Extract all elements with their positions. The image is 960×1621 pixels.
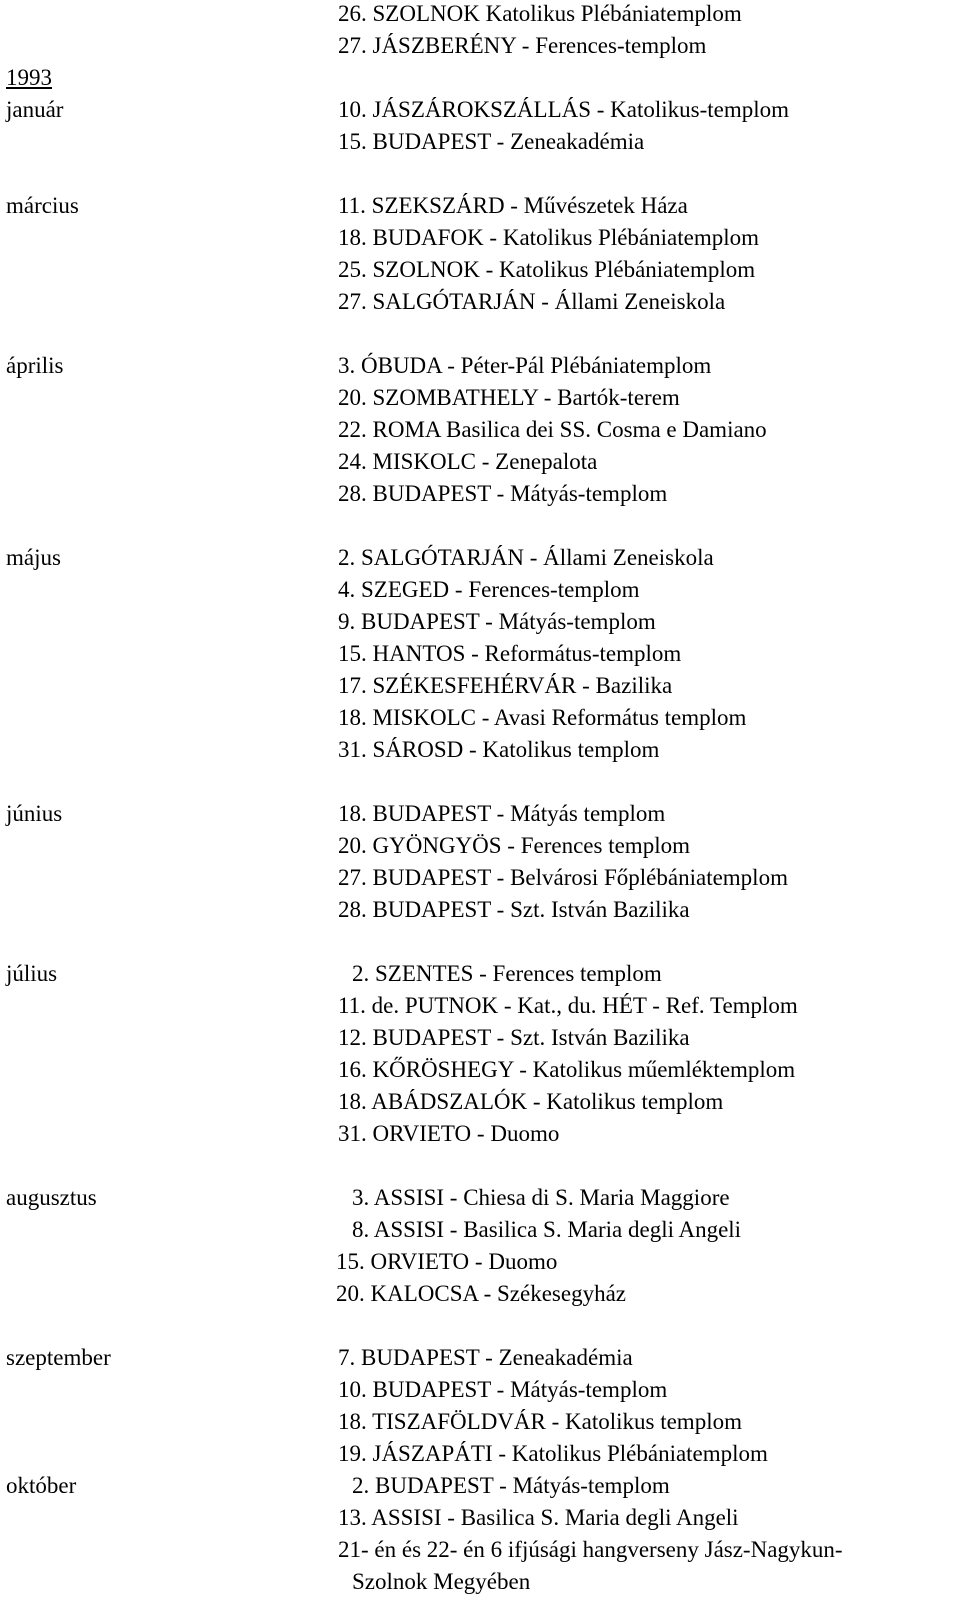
month-label: szeptember	[6, 1345, 111, 1370]
concert-entry: 3. ÓBUDA - Péter-Pál Plébániatemplom	[338, 353, 712, 378]
concert-entry: 19. JÁSZAPÁTI - Katolikus Plébániatemplom	[338, 1441, 768, 1466]
month-label: július	[6, 961, 58, 986]
concert-entry: 9. BUDAPEST - Mátyás-templom	[338, 609, 656, 634]
concert-entry: 2. SZENTES - Ferences templom	[352, 961, 662, 986]
concert-entry: Szolnok Megyében	[352, 1569, 531, 1594]
concert-entry: 4. SZEGED - Ferences-templom	[338, 577, 640, 602]
concert-entry: 8. ASSISI - Basilica S. Maria degli Angeli	[352, 1217, 742, 1242]
concert-entry: 20. KALOCSA - Székesegyház	[336, 1281, 627, 1306]
concert-entry: 24. MISKOLC - Zenepalota	[338, 449, 598, 474]
concert-entry: 26. SZOLNOK Katolikus Plébániatemplom	[338, 1, 742, 26]
concert-entry: 18. BUDAPEST - Mátyás templom	[338, 801, 666, 826]
concert-entry: 11. SZEKSZÁRD - Művészetek Háza	[338, 193, 688, 218]
concert-entry: 12. BUDAPEST - Szt. István Bazilika	[338, 1025, 690, 1050]
concert-entry: 10. BUDAPEST - Mátyás-templom	[338, 1377, 668, 1402]
year-heading: 1993	[6, 65, 52, 90]
concert-entry: 3. ASSISI - Chiesa di S. Maria Maggiore	[352, 1185, 730, 1210]
month-label: április	[6, 353, 64, 378]
concert-entry: 2. SALGÓTARJÁN - Állami Zeneiskola	[338, 545, 714, 570]
concert-entry: 27. SALGÓTARJÁN - Állami Zeneiskola	[338, 289, 726, 314]
concert-entry: 31. SÁROSD - Katolikus templom	[338, 737, 660, 762]
concert-entry: 7. BUDAPEST - Zeneakadémia	[338, 1345, 633, 1370]
concert-entry: 28. BUDAPEST - Mátyás-templom	[338, 481, 668, 506]
concert-entry: 21- én és 22- én 6 ifjúsági hangverseny Jász-Nagykun-	[338, 1537, 843, 1562]
concert-entry: 31. ORVIETO - Duomo	[338, 1121, 560, 1146]
concert-entry: 15. BUDAPEST - Zeneakadémia	[338, 129, 645, 154]
concert-entry: 15. HANTOS - Református-templom	[338, 641, 682, 666]
concert-entry: 16. KŐRÖSHEGY - Katolikus műemléktemplom	[338, 1057, 796, 1082]
concert-entry: 20. GYÖNGYÖS - Ferences templom	[338, 833, 690, 858]
concert-entry: 18. BUDAFOK - Katolikus Plébániatemplom	[338, 225, 759, 250]
concert-entry: 11. de. PUTNOK - Kat., du. HÉT - Ref. Templom	[338, 993, 798, 1018]
concert-entry: 20. SZOMBATHELY - Bartók-terem	[338, 385, 680, 410]
concert-entry: 25. SZOLNOK - Katolikus Plébániatemplom	[338, 257, 756, 282]
concert-entry: 22. ROMA Basilica dei SS. Cosma e Damiano	[338, 417, 767, 442]
month-label: október	[6, 1473, 77, 1498]
concert-entry: 2. BUDAPEST - Mátyás-templom	[352, 1473, 670, 1498]
concert-entry: 10. JÁSZÁROKSZÁLLÁS - Katolikus-templom	[338, 97, 790, 122]
month-label: január	[6, 97, 64, 122]
concert-entry: 27. JÁSZBERÉNY - Ferences-templom	[338, 33, 707, 58]
concert-entry: 15. ORVIETO - Duomo	[336, 1249, 558, 1274]
concert-entry: 13. ASSISI - Basilica S. Maria degli Angeli	[338, 1505, 739, 1530]
concert-entry: 17. SZÉKESFEHÉRVÁR - Bazilika	[338, 673, 673, 698]
month-label: június	[6, 801, 63, 826]
month-label: május	[6, 545, 61, 570]
concert-entry: 18. ABÁDSZALÓK - Katolikus templom	[338, 1089, 724, 1114]
month-label: március	[6, 193, 79, 218]
concert-entry: 28. BUDAPEST - Szt. István Bazilika	[338, 897, 690, 922]
concert-entry: 18. TISZAFÖLDVÁR - Katolikus templom	[338, 1409, 742, 1434]
month-label: augusztus	[6, 1185, 97, 1210]
concert-entry: 27. BUDAPEST - Belvárosi Főplébániatemplom	[338, 865, 788, 890]
concert-entry: 18. MISKOLC - Avasi Református templom	[338, 705, 747, 730]
